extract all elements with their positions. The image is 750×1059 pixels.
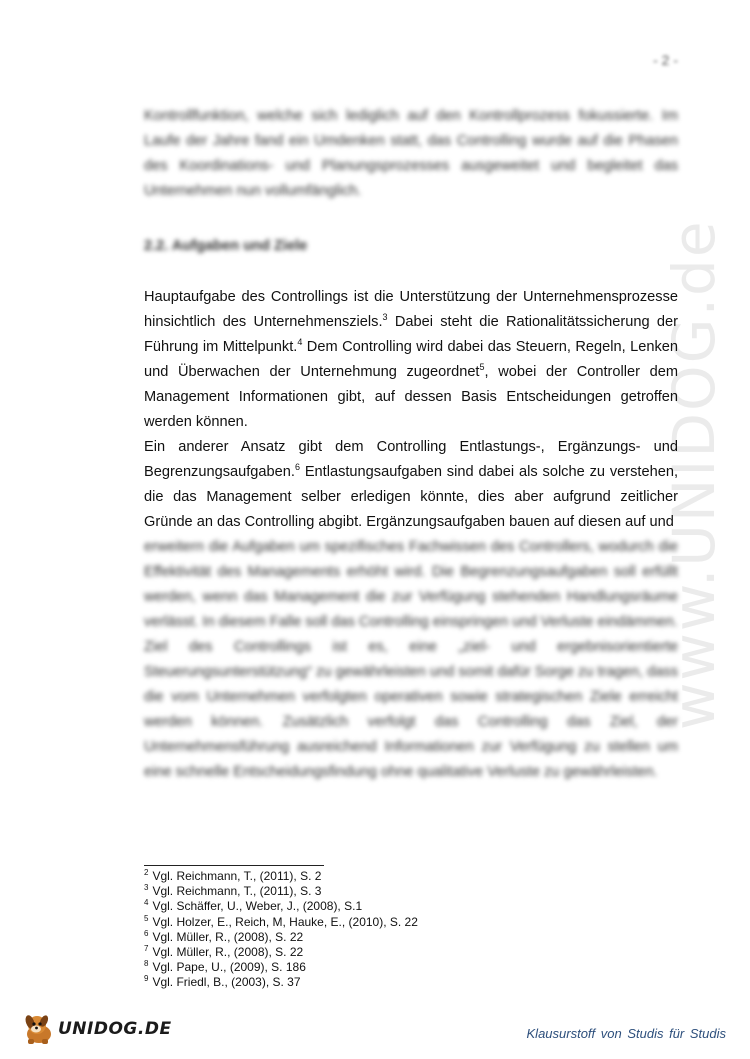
footnote-item: $^4$ Vgl. Schäffer, U., Weber, J., (2008), S.1	[144, 898, 363, 914]
footnote-ref-3: 3	[382, 312, 388, 323]
footnote-item: $^9$ Vgl. Friedl, B., (2003), S. 37	[144, 974, 301, 990]
footnote-divider	[144, 865, 324, 866]
paragraph-blurred-goals: Ziel des Controllings ist es, eine „ziel- und ergebnisorientierte Steuerungsunterstützung“ zu gewährleisten und somit dafür Sorge zu tragen, dass die vom Unternehmen verfolgten operativen sowie strategischen Ziele erreicht werden können. Zusätzlich verfolgt das Controlling das Ziel, der Unternehmensführung ausreichend Informationen zur Verfügung zu stellen um eine schnelle Entscheidungsfindung ohne qualitative Verluste zu gewährleisten.	[144, 639, 678, 780]
watermark: www.UNIDOG.de	[660, 219, 728, 730]
footnote-item: $^8$ Vgl. Pape, U., (2009), S. 186	[144, 959, 306, 975]
footnote-item: $^6$ Vgl. Müller, R., (2008), S. 22	[144, 928, 304, 944]
footnote-ref-4: 4	[297, 337, 303, 348]
footnote-item: $^7$ Vgl. Müller, R., (2008), S. 22	[144, 944, 304, 960]
intro-paragraph: Kontrollfunktion, welche sich lediglich auf den Kontrollprozess fokussierte. Im Laufe der Jahre fand ein Umdenken statt, das Controlling wurde auf die Phasen des Koordinations- und Planungsprozesses ausgeweitet und begleitet das Unternehmen nun vollumfänglich.	[144, 108, 678, 199]
document-body	[144, 104, 678, 785]
footnote-item: $^2$ Vgl. Reichmann, T., (2011), S. 2	[144, 868, 322, 883]
footnote-item: $^3$ Vgl. Reichmann, T., (2011), S. 3	[144, 883, 322, 899]
footnote-ref-5: 5	[479, 362, 485, 373]
footer-tagline: Klausurstoff von Studis für Studis	[526, 1026, 726, 1041]
paragraph-main-tasks: Hauptaufgabe des Controllings ist die Unterstützung der Unternehmensprozesse hinsichtlich des Unternehmensziels.$^3$ Dabei steht die Rationalitätssicherung der Führung im Mittelpunkt.$^4$ Dem Controlling wird dabei das Steuern, Regeln, Lenken und Überwachen der Unternehmung zugeordnet$^5$, wobei der Controller dem Management Informationen gibt, auf dessen Basis Entscheidungen getroffen werden können.	[144, 289, 678, 430]
footnote-item: $^5$ Vgl. Holzer, E., Reich, M, Hauke, E., (2010), S. 22	[144, 913, 418, 929]
unidog-logo[interactable]	[22, 1012, 172, 1046]
page-number: - 2 -	[653, 52, 678, 68]
section-heading: 2.2. Aufgaben und Ziele	[144, 238, 308, 254]
logo-text: UNIDOG.DE	[58, 1019, 172, 1039]
clear-text-block	[144, 285, 678, 535]
paragraph-other-approach: Ein anderer Ansatz gibt dem Controlling Entlastungs-, Ergänzungs- und Begrenzungsaufgaben.$^6$ Entlastungsaufgaben sind dabei als solche zu verstehen, die das Management selber erledigen könnte, dies aber aufgrund zeitlicher Gründe an das Controlling abgibt. Ergänzungsaufgaben bauen auf diesen auf und	[144, 439, 678, 530]
dog-mascot-icon	[22, 1012, 56, 1046]
footnote-ref-6: 6	[294, 462, 300, 473]
paragraph-blurred-continuation: erweitern die Aufgaben um spezifisches Fachwissen des Controllers, wodurch die Effektivität des Managements erhöht wird. Die Begrenzungsaufgaben soll erfüllt werden, wenn das Management die zur Verfügung stehenden Handlungsräume verlässt. In diesem Falle soll das Controlling einspringen und Verluste eindämmen.	[144, 539, 678, 630]
footnote-list	[144, 869, 418, 991]
